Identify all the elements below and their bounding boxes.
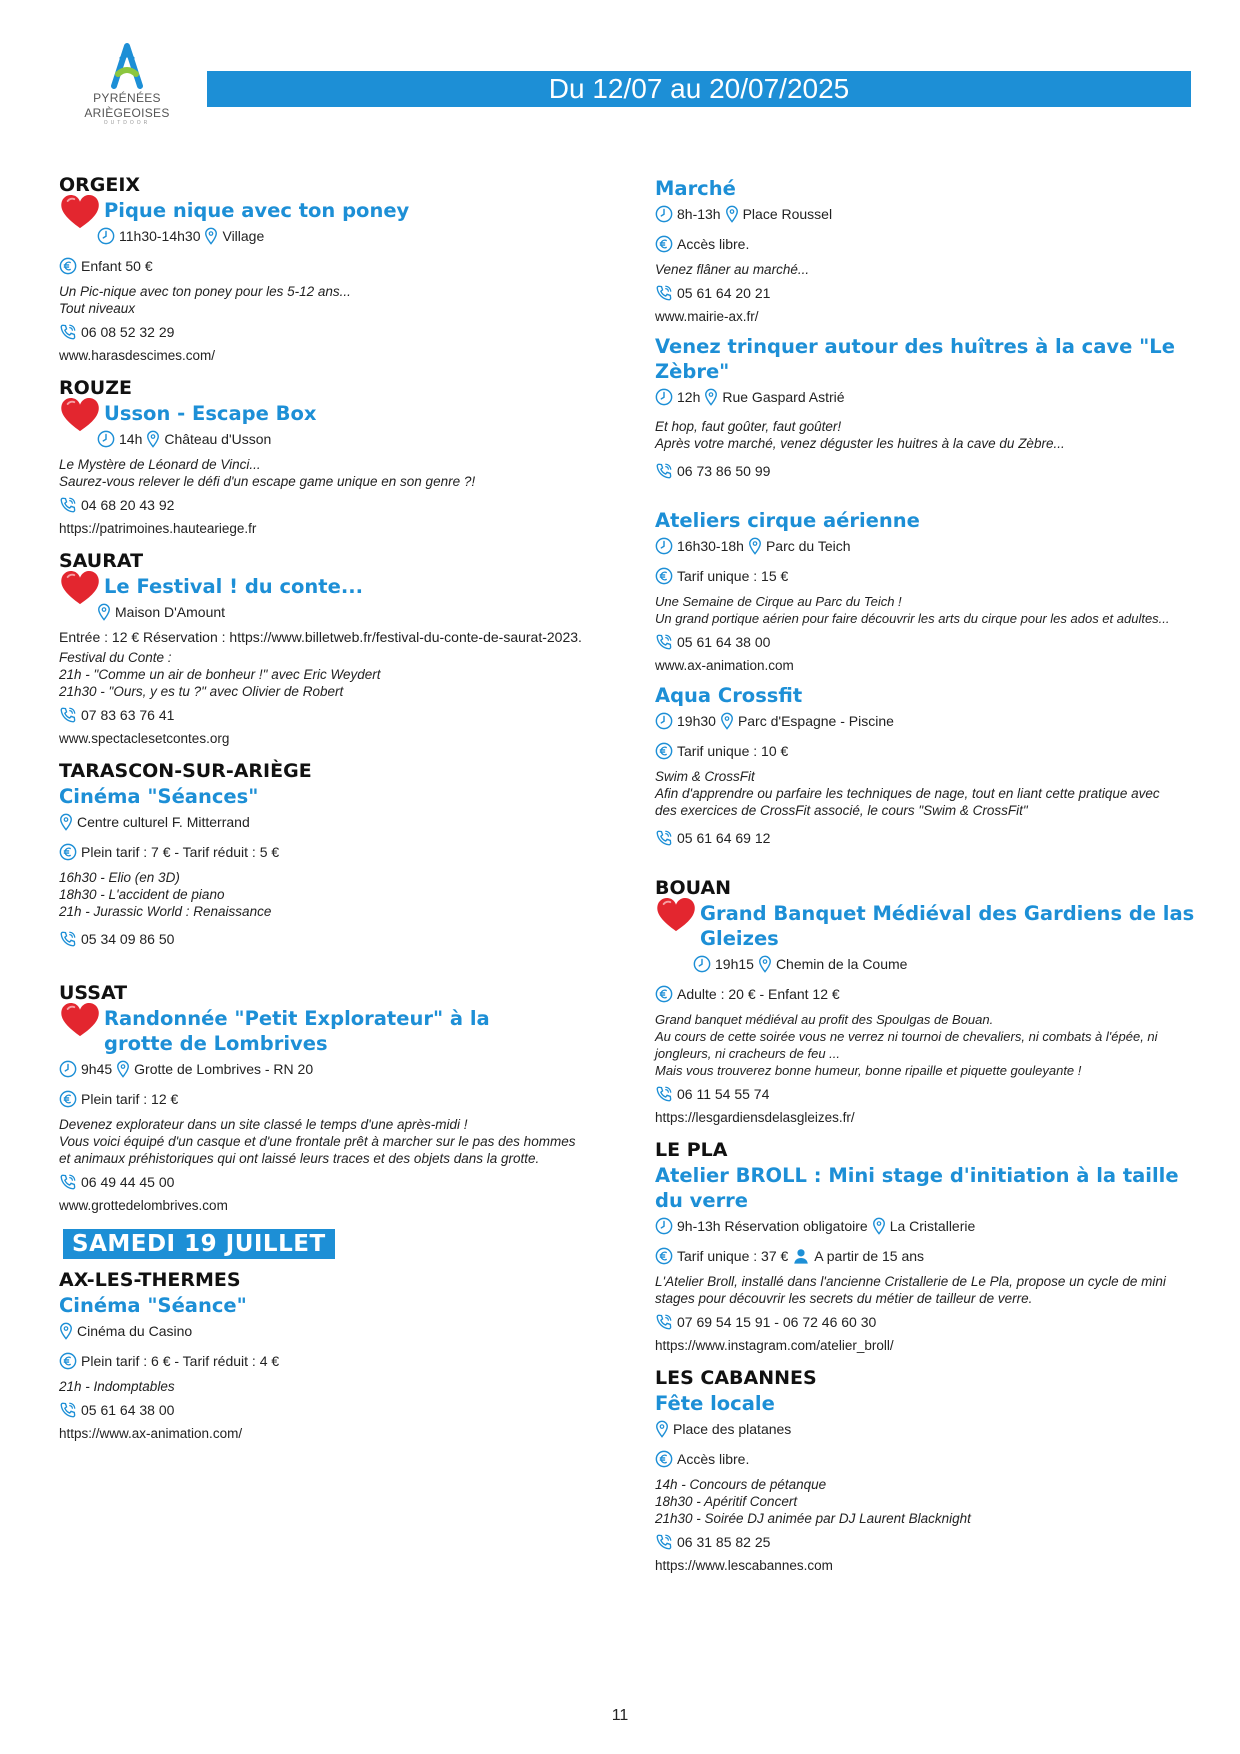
event-price: Plein tarif : 6 € - Tarif réduit : 4 € [81, 1353, 280, 1369]
event-rouze [59, 377, 599, 536]
desc-line: 21h - Indomptables [59, 1379, 175, 1394]
event-time: 19h30 [677, 713, 716, 729]
phone-icon [655, 829, 673, 847]
phone-icon [59, 706, 77, 724]
event-place: Village [222, 228, 265, 244]
event-description [655, 418, 1200, 452]
brand-logo-mark [104, 40, 150, 90]
event-title[interactable]: Randonnée "Petit Explorateur" à la grotte de Lombrives [104, 1007, 490, 1055]
page-number: 11 [611, 1707, 629, 1724]
event-price: Plein tarif : 7 € - Tarif réduit : 5 € [81, 844, 280, 860]
euro-icon [655, 1247, 673, 1265]
event-time: 16h30-18h [677, 538, 744, 554]
event-description [655, 1476, 1200, 1527]
event-place: Centre culturel F. Mitterrand [77, 814, 250, 830]
desc-line: 21h - Jurassic World : Renaissance [59, 904, 272, 919]
event-title[interactable]: Cinéma "Séance" [59, 1294, 247, 1317]
map-pin-icon [704, 388, 718, 406]
phone-icon [59, 323, 77, 341]
event-description [59, 1378, 599, 1395]
event-website[interactable]: https://www.lescabannes.com [655, 1558, 833, 1573]
event-title[interactable]: Pique nique avec ton poney [104, 199, 410, 222]
event-phone[interactable]: 04 68 20 43 92 [81, 497, 175, 513]
map-pin-icon [204, 227, 218, 245]
day-banner: SAMEDI 19 JUILLET [63, 1229, 335, 1259]
event-phone[interactable]: 06 08 52 32 29 [81, 324, 175, 340]
event-website[interactable]: www.harasdescimes.com/ [59, 348, 216, 363]
event-website[interactable]: www.ax-animation.com [655, 658, 794, 673]
phone-icon [655, 1085, 673, 1103]
town-name: ROUZE [59, 377, 132, 399]
euro-icon [59, 257, 77, 275]
euro-icon [655, 985, 673, 1003]
phone-icon [655, 284, 673, 302]
event-website[interactable]: https://patrimoines.hauteariege.fr [59, 521, 257, 536]
event-time: 12h [677, 389, 701, 405]
map-pin-icon [146, 430, 160, 448]
desc-line: Un Pic-nique avec ton poney pour les 5-12 ans... [59, 284, 351, 299]
event-place: La Cristallerie [889, 1218, 976, 1234]
event-huitres [655, 334, 1200, 480]
desc-line: Après votre marché, venez déguster les huitres à la cave du Zèbre... [655, 436, 1065, 451]
map-pin-icon [59, 1322, 73, 1340]
event-place: Château d'Usson [164, 431, 272, 447]
euro-icon [655, 742, 673, 760]
event-phone[interactable]: 05 34 09 86 50 [81, 931, 175, 947]
event-title[interactable]: Venez trinquer autour des huîtres à la cave "Le Zèbre" [655, 335, 1175, 383]
event-orgeix [59, 174, 599, 363]
phone-icon [59, 496, 77, 514]
clock-icon [655, 1217, 673, 1235]
event-entry: Entrée : 12 € Réservation : https://www.billetweb.fr/festival-du-conte-de-saurat-2023. [59, 629, 582, 645]
desc-line: Saurez-vous relever le défi d'un escape game unique en son genre ?! [59, 474, 476, 489]
desc-line: Mais vous trouverez bonne humeur, bonne ripaille et piquette gouleyante ! [655, 1063, 1082, 1078]
event-description [655, 593, 1200, 627]
clock-icon [655, 205, 673, 223]
phone-icon [655, 633, 673, 651]
map-pin-icon [748, 537, 762, 555]
event-website[interactable]: https://www.ax-animation.com/ [59, 1426, 243, 1441]
desc-line: stages pour découvrir les secrets du métier de tailleur de verre. [655, 1291, 1033, 1306]
event-title[interactable]: Atelier BROLL : Mini stage d'initiation à la taille du verre [655, 1164, 1179, 1212]
heart-icon [655, 895, 697, 933]
desc-line: Un grand portique aérien pour faire découvrir les arts du cirque pour les ados et adultes... [655, 611, 1170, 626]
event-les-cabannes [655, 1367, 1200, 1573]
heart-icon [59, 568, 101, 606]
event-title[interactable]: Aqua Crossfit [655, 684, 803, 707]
event-title[interactable]: Grand Banquet Médiéval des Gardiens de las Gleizes [700, 902, 1195, 950]
desc-line: Devenez explorateur dans un site classé le temps d'une après-midi ! [59, 1117, 468, 1132]
event-phone[interactable]: 06 31 85 82 25 [677, 1534, 771, 1550]
event-phone[interactable]: 05 61 64 38 00 [81, 1402, 175, 1418]
euro-icon [59, 1090, 77, 1108]
event-phone[interactable]: 06 11 54 55 74 [677, 1086, 770, 1102]
desc-line: jongleurs, ni cracheurs de feu ... [655, 1046, 840, 1061]
map-pin-icon [758, 955, 772, 973]
right-column [655, 176, 1200, 1581]
event-marche [655, 176, 1200, 324]
desc-line: des exercices de CrossFit associé, le cours "Swim & CrossFit" [655, 803, 1028, 818]
phone-icon [59, 1401, 77, 1419]
event-place: Place des platanes [673, 1421, 792, 1437]
event-bouan [655, 877, 1200, 1125]
desc-line: Une Semaine de Cirque au Parc du Teich ! [655, 594, 902, 609]
person-icon [792, 1247, 810, 1265]
euro-icon [59, 843, 77, 861]
event-ax-cinema [59, 1269, 599, 1441]
event-price: Tarif unique : 37 € [677, 1248, 789, 1264]
desc-line: L'Atelier Broll, installé dans l'ancienne Cristallerie de Le Pla, propose un cycle de mini [655, 1274, 1166, 1289]
desc-line: Tout niveaux [59, 301, 136, 316]
euro-icon [655, 235, 673, 253]
town-name: AX-LES-THERMES [59, 1269, 241, 1291]
event-tarascon [59, 760, 599, 948]
event-time: 9h-13h Réservation obligatoire [677, 1218, 868, 1234]
event-time: 8h-13h [677, 206, 721, 222]
logo-text-line3: OUTDOOR [103, 120, 151, 126]
town-name: LES CABANNES [655, 1367, 817, 1389]
map-pin-icon [59, 813, 73, 831]
event-phone[interactable]: 05 61 64 69 12 [677, 830, 771, 846]
event-time: 11h30-14h30 [119, 228, 201, 244]
event-price: Accès libre. [677, 1451, 750, 1467]
event-le-pla [655, 1139, 1200, 1353]
event-description [655, 1273, 1200, 1307]
desc-line: et animaux préhistoriques qui ont laissé leurs traces et des objets dans la grotte. [59, 1151, 540, 1166]
event-website[interactable]: www.grottedelombrives.com [59, 1198, 228, 1213]
event-saurat [59, 550, 599, 746]
desc-line: 18h30 - Apéritif Concert [655, 1494, 798, 1509]
event-phone[interactable]: 07 83 63 76 41 [81, 707, 175, 723]
event-place: Rue Gaspard Astrié [722, 389, 845, 405]
euro-icon [655, 1450, 673, 1468]
event-price: Plein tarif : 12 € [81, 1091, 179, 1107]
event-time: 9h45 [81, 1061, 113, 1077]
event-phone[interactable]: 06 73 86 50 99 [677, 463, 771, 479]
event-website[interactable]: https://lesgardiensdelasgleizes.fr/ [655, 1110, 855, 1125]
town-name: LE PLA [655, 1139, 728, 1161]
event-phone[interactable]: 05 61 64 20 21 [677, 285, 771, 301]
desc-line: Vous voici équipé d'un casque et d'une frontale prêt à marcher sur le pas des hommes [59, 1134, 576, 1149]
event-phone[interactable]: 06 49 44 45 00 [81, 1174, 175, 1190]
event-time: 19h15 [715, 956, 754, 972]
event-title[interactable]: Le Festival ! du conte... [104, 575, 364, 598]
event-place: Parc du Teich [765, 538, 851, 554]
event-place: Parc d'Espagne - Piscine [737, 713, 894, 729]
event-place: Maison D'Amount [115, 604, 226, 620]
euro-icon [59, 1352, 77, 1370]
desc-line: Le Mystère de Léonard de Vinci... [59, 457, 261, 472]
phone-icon [655, 1313, 673, 1331]
event-cirque [655, 508, 1200, 673]
map-pin-icon [725, 205, 739, 223]
map-pin-icon [116, 1060, 130, 1078]
event-price: Adulte : 20 € - Enfant 12 € [677, 986, 840, 1002]
brand-logo [72, 40, 182, 126]
map-pin-icon [655, 1420, 669, 1438]
phone-icon [655, 462, 673, 480]
town-name: USSAT [59, 982, 128, 1004]
desc-line: Festival du Conte : [59, 650, 172, 665]
desc-line: 18h30 - L'accident de piano [59, 887, 225, 902]
event-title[interactable]: Marché [655, 177, 736, 200]
event-ussat [59, 982, 599, 1213]
event-time: 14h [119, 431, 143, 447]
clock-icon [655, 712, 673, 730]
desc-line: 21h30 - "Ours, y es tu ?" avec Olivier de Robert [59, 684, 344, 699]
desc-line: Venez flâner au marché... [655, 262, 810, 277]
phone-icon [59, 1173, 77, 1191]
map-pin-icon [720, 712, 734, 730]
town-name: SAURAT [59, 550, 144, 572]
event-title[interactable]: Fête locale [655, 1392, 775, 1415]
event-phone[interactable]: 05 61 64 38 00 [677, 634, 771, 650]
desc-line: 21h - "Comme un air de bonheur !" avec Eric Weydert [59, 667, 381, 682]
heart-icon [59, 395, 101, 433]
desc-line: 16h30 - Elio (en 3D) [59, 870, 180, 885]
left-column [59, 174, 599, 1449]
event-age: A partir de 15 ans [814, 1248, 925, 1264]
desc-line: Swim & CrossFit [655, 769, 755, 784]
event-place: Chemin de la Coume [775, 956, 908, 972]
desc-line: Au cours de cette soirée vous ne verrez ni tournoi de chevaliers, ni combats à l'épée, ni [655, 1029, 1158, 1044]
map-pin-icon [872, 1217, 886, 1235]
heart-icon [59, 192, 101, 230]
event-website[interactable]: www.spectaclesetcontes.org [59, 731, 230, 746]
logo-text-line2: ARIÈGEOISES [84, 106, 170, 120]
event-description [59, 649, 599, 700]
phone-icon [655, 1533, 673, 1551]
desc-line: Et hop, faut goûter, faut goûter! [655, 419, 842, 434]
desc-line: Afin d'apprendre ou parfaire les techniques de nage, tout en liant cette pratique avec [655, 786, 1160, 801]
desc-line: 14h - Concours de pétanque [655, 1477, 827, 1492]
event-description [655, 1011, 1200, 1079]
desc-line: 21h30 - Soirée DJ animée par DJ Laurent Blacknight [655, 1511, 971, 1526]
event-description [59, 283, 599, 317]
event-aqua-crossfit [655, 683, 1200, 847]
clock-icon [59, 1060, 77, 1078]
event-description [59, 456, 599, 490]
event-price: Accès libre. [677, 236, 750, 252]
date-range-banner: Du 12/07 au 20/07/2025 [207, 71, 1191, 107]
clock-icon [693, 955, 711, 973]
event-price: Enfant 50 € [81, 258, 153, 274]
event-title[interactable]: Ateliers cirque aérienne [655, 509, 920, 532]
desc-line: Grand banquet médiéval au profit des Spoulgas de Bouan. [655, 1012, 994, 1027]
town-name: TARASCON-SUR-ARIÈGE [59, 760, 312, 782]
heart-icon [59, 1000, 101, 1038]
event-title[interactable]: Usson - Escape Box [104, 402, 317, 425]
clock-icon [655, 388, 673, 406]
event-place: Cinéma du Casino [77, 1323, 193, 1339]
event-website[interactable]: https://www.instagram.com/atelier_broll/ [655, 1338, 894, 1353]
event-description [655, 768, 1200, 819]
euro-icon [655, 567, 673, 585]
event-description [59, 869, 599, 920]
event-title[interactable]: Cinéma "Séances" [59, 785, 259, 808]
event-price: Tarif unique : 10 € [677, 743, 789, 759]
town-name: BOUAN [655, 877, 732, 899]
event-place: Grotte de Lombrives - RN 20 [134, 1061, 314, 1077]
town-name: ORGEIX [59, 174, 141, 196]
event-phone[interactable]: 07 69 54 15 91 - 06 72 46 60 30 [677, 1314, 877, 1330]
clock-icon [655, 537, 673, 555]
event-place: Place Roussel [742, 206, 833, 222]
logo-text-line1: PYRÉNÉES [93, 91, 161, 105]
event-description [59, 1116, 599, 1167]
event-price: Tarif unique : 15 € [677, 568, 789, 584]
event-website[interactable]: www.mairie-ax.fr/ [655, 309, 759, 324]
phone-icon [59, 930, 77, 948]
event-description [655, 261, 1200, 278]
